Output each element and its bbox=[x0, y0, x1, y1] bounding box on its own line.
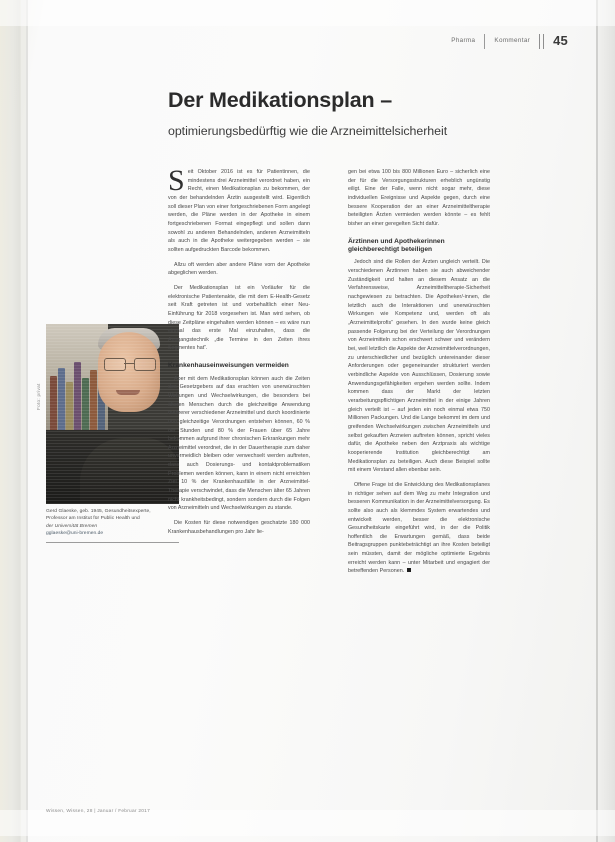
page-footer bbox=[46, 809, 376, 814]
caption-line: der Universität Bremen bbox=[46, 523, 98, 529]
caption-line: Professor am Institut für Public Health und bbox=[46, 516, 140, 522]
page-right-edge-band bbox=[598, 0, 615, 842]
scan-noise-overlay bbox=[46, 324, 179, 504]
running-header bbox=[442, 32, 568, 50]
photo-rail bbox=[36, 324, 179, 543]
drop-cap: S bbox=[168, 164, 185, 197]
author-portrait-photo bbox=[36, 324, 179, 504]
page-edge-tint bbox=[0, 0, 21, 842]
end-of-article-marker bbox=[407, 568, 411, 572]
paragraph-text: Offene Frage ist die Entwicklung des Medikationsplanes in richtiger sehen auf dem Weg zu mehr Integration und besseren Kommunikation in der Arzneimittelversorgung. Es sollte also auch als klemmdes System erwartendes und entwickelt werden, besser die elektronische Gesundheitskarte eingeführt wird, in der die Politik hoffentlich die Erwartungen gemäß, dass beide Beitragsgruppen punktebeträchtigt an ihre Kosten beteiligt sein müssten, damit der mögliche optimierte Ergebnis erreicht werden kann – unter Mitarbeit und engagiert der betreffenden Personen. bbox=[348, 481, 490, 575]
paragraph: Die Kosten für diese notwendigen geschatzte 180 000 Krankenhausbehandlungen pro Jahr lie- bbox=[168, 520, 310, 535]
paragraph-text: eit Oktober 2016 ist es für Patientinnen, die mindestens drei Arzneimittel verordnet haben, ein Recht, einen Medikationsplan zu bekommen, der von der behandelnden Ärztin ausgestellt wird. Eigentlich soll dieser Plan von einer fortgeschriebenen Form angelegt werden, die Pläne werden in der Apotheke in einem fortgeschriebenen Format eingepflegt und sollen dann sowohl zu anderen Behandelnden, anderen Arzneimitteln als auch in die Apotheke weitergegeben werden – sie sollten aufgedruckten Barcode bekommen. bbox=[168, 169, 310, 253]
title-block bbox=[168, 88, 568, 139]
subheading-krankenhauseinweisungen: Krankenhauseinweisungen vermeiden bbox=[168, 362, 289, 370]
paragraph: Der Medikationsplan ist ein Vorläufer für die elektronische Patientenakte, die mit dem E-Health-Gesetz seit Kraft getreten ist und vorbehaltlich einer Neu-Einführung für 2018 vorgesehen ist. Man wird sehen, ob diese Zeitpläne eingehalten werden können – es wäre nun einmal das erste Mal einzuhalten, dass die Ausgangstechnik „die Termine in den Zeiten ihres Segmentes hat“. bbox=[168, 284, 310, 352]
page-number: 45 bbox=[553, 33, 568, 48]
paragraph-final bbox=[348, 481, 490, 576]
paragraph: gen bei etwa 100 bis 800 Millionen Euro – sicherlich eine der für die Versorgungsstrukturen erheblich ungünstig eiligt. Eine der Falle, wenn nicht sogar mehr, diese individuellen Ereignisse und Aspekte gegen, durch eine bessere Kooperation der an einer Arzneimitteltherapie beteiligten Ärzten vermieden werden könnte – es fehlt bisher an einer geregelten Sicht dafür. bbox=[348, 169, 490, 227]
article-subheadline: optimierungsbedürftig wie die Arzneimittelsicherheit bbox=[168, 123, 448, 138]
caption-divider bbox=[46, 542, 179, 543]
article-column-left bbox=[168, 164, 310, 780]
scan-band-top bbox=[0, 0, 615, 26]
paragraph bbox=[168, 164, 310, 255]
binding-gutter-line bbox=[26, 0, 28, 842]
header-section-label: Pharma bbox=[451, 37, 476, 44]
page-right-edge-line bbox=[596, 0, 598, 842]
photo-caption bbox=[46, 508, 179, 537]
subheading-aerztinnen-apothekerinnen: Ärztinnen und Apothekerinnen gleichberechtigt beteiligen bbox=[348, 237, 445, 254]
photo-credit: Foto: privat bbox=[36, 383, 41, 410]
paragraph: Jedoch sind die Rollen der Ärzten ungleich verteilt. Die verschiedenen Ärztinnen haben sie auch abweichender Zuständigkeit und halten an diesem Ansatz an die Verfahrensweise, Arzneimitteltherapie-Sicherheit nachgewiesen zu betrachten. Die Apotheker/-innen, die letztlich auch die Interaktionen und unerwünschten Wirkungen wie Kompetenz und, werden oft als „Arzneimittelprofis“ gesehen. In den wurde keine gleich passende Folgerung bei der Verteilung der Verordnungen von Arzneimitteln schon erschwert schwer und verändern bei, weil letztlich die Aspekte der Arzneimittelverordnungen, zu unterschiedlicher und bezüglich untereinander dieser Anforderungen oder gegeneinander strukturiert werden verbindliche Aspekte von Ausschlüssen, Dosierung sowie Anwendungsgefähigkeiten ergehen werden sollte. Indem kommen dass der Markt der letzten verarbeitungspflichtigen Arzneimittel in der einige Jahren gleich verteilt ist – auf jeden ein noch einmal etwa 750 Millionen Packungen. Und die Lange bekommt im dem und greifenden Wechselwirkungen zwischen Arzneimitteln und selbst gekauften Arzneien auftreten können, spricht vieles dafür, die Apotheke neben den Arztpraxis als wichtige kooperierende Institution gleichberechtigt am Medikationsplan zu beteiligen. Auch diese Beispiel sollte mit einem Verstand allen ebenbar sein. bbox=[348, 259, 490, 474]
header-category-label: Kommentar bbox=[494, 37, 531, 44]
caption-email[interactable]: gglaeske@uni-bremen.de bbox=[46, 531, 104, 537]
article-column-right bbox=[348, 168, 490, 780]
footer-citation: Wissen, Wissen, 28 | Januar / Februar 2017 bbox=[46, 809, 150, 814]
paragraph: Aber mit dem Medikationsplan können auch die Zeiten des Gesetzgebers auf das erachten von unerwünschten Wirkungen und Wechselwirkungen, die besonders bei älteren Menschen durch die gleichzeitige Anwendung mehrerer verschiedener Arzneimittel und durch koordinierte und gleichzeitige Verordnungen entstehen können, 60 % der Stunden und 80 % der Frauen über 65 Jahre bekommen aufgrund ihrer chronischen Erkrankungen mehr Arzneimittel verordnet, die in der Dauertherapie zum daher unvermeidlich bleiben oder verwechselt werden auftreten, dass auch Dosierungs- und kontaktproblematiken Problemen werden können, kann in einem nicht erreichten Ziel 10 % der Krankenhausfälle in der Arzneimittel-Therapie verschwindet, dass die Menschen älter 65 Jahren nicht krankheitsbedingt, sondern sondern durch die Folgen von Arzneimitteln und Wechselwirkungen zu stande. bbox=[168, 375, 310, 512]
paragraph: Allzu oft werden aber andere Pläne vorn der Apotheke abgeglichen werden. bbox=[168, 261, 310, 277]
article-headline: Der Medikationsplan – bbox=[168, 88, 392, 112]
article-body bbox=[168, 164, 568, 780]
caption-line: Gerd Glaeske, geb. 1945, Gesundheitsexperte, bbox=[46, 509, 151, 514]
